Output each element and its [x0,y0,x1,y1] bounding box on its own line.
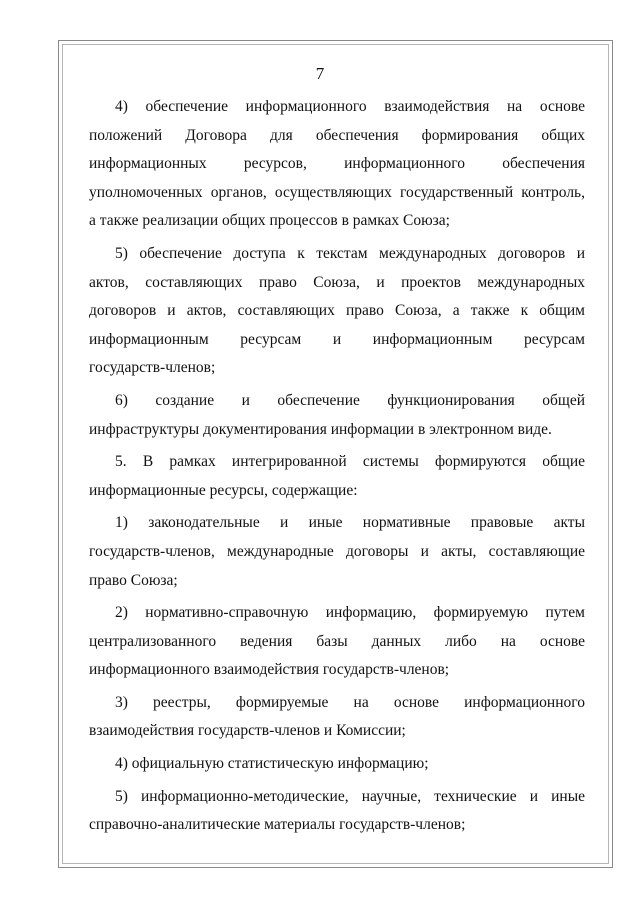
list-item [89,387,585,444]
list-item [89,599,585,685]
text-line: право Союза; [89,571,178,589]
text-line: 5) информационно-методические, научные, технические и иные [115,787,585,805]
list-item [89,93,585,236]
section-paragraph [89,448,585,505]
text-line: 5) обеспечение доступа к текстам международных договоров и [115,244,585,262]
text-line: 2) нормативно-справочную информацию, формируемую путем [115,604,585,622]
text-line: 3) реестры, формируемые на основе информационного [115,693,585,711]
text-line: 5. В рамках интегрированной системы формируются общие [115,453,585,471]
text-line: 4) обеспечение информационного взаимодействия на основе [115,98,585,115]
text-line: информационным ресурсам и информационным ресурсам [89,330,585,348]
text-line: централизованного ведения базы данных либо на основе [89,632,585,650]
text-line: 1) законодательные и иные нормативные правовые акты [115,514,585,532]
text-line: информационных ресурсов, информационного обеспечения [89,155,585,173]
text-line: актов, составляющих право Союза, и проектов международных [89,273,585,291]
text-line: положений Договора для обеспечения формирования общих [89,126,585,144]
page-number: 7 [315,64,325,83]
text-line: уполномоченных органов, осуществляющих государственный контроль, [89,183,585,201]
list-item [89,783,585,840]
text-line: информационные ресурсы, содержащие: [89,481,358,499]
list-item [89,509,585,595]
document-body [89,93,585,844]
text-line: информационного взаимодействия государств-членов; [89,661,450,679]
text-line: государств-членов; [89,359,216,377]
text-line: договоров и актов, составляющих право Союза, а также к общим [89,302,585,320]
text-line: взаимодействия государств-членов и Комиссии; [89,722,406,740]
text-line: справочно-аналитические материалы государств-членов; [89,816,466,834]
list-item [89,240,585,383]
list-item [89,750,585,779]
text-line: государств-членов, международные договоры и акты, составляющие [89,542,585,560]
text-line: 4) официальную статистическую информацию; [115,755,429,773]
text-line: а также реализации общих процессов в рамках Союза; [89,212,450,230]
text-line: инфраструктуры документирования информации в электронном виде. [89,420,552,438]
list-item [89,689,585,746]
text-line: 6) создание и обеспечение функционирования общей [115,391,585,409]
